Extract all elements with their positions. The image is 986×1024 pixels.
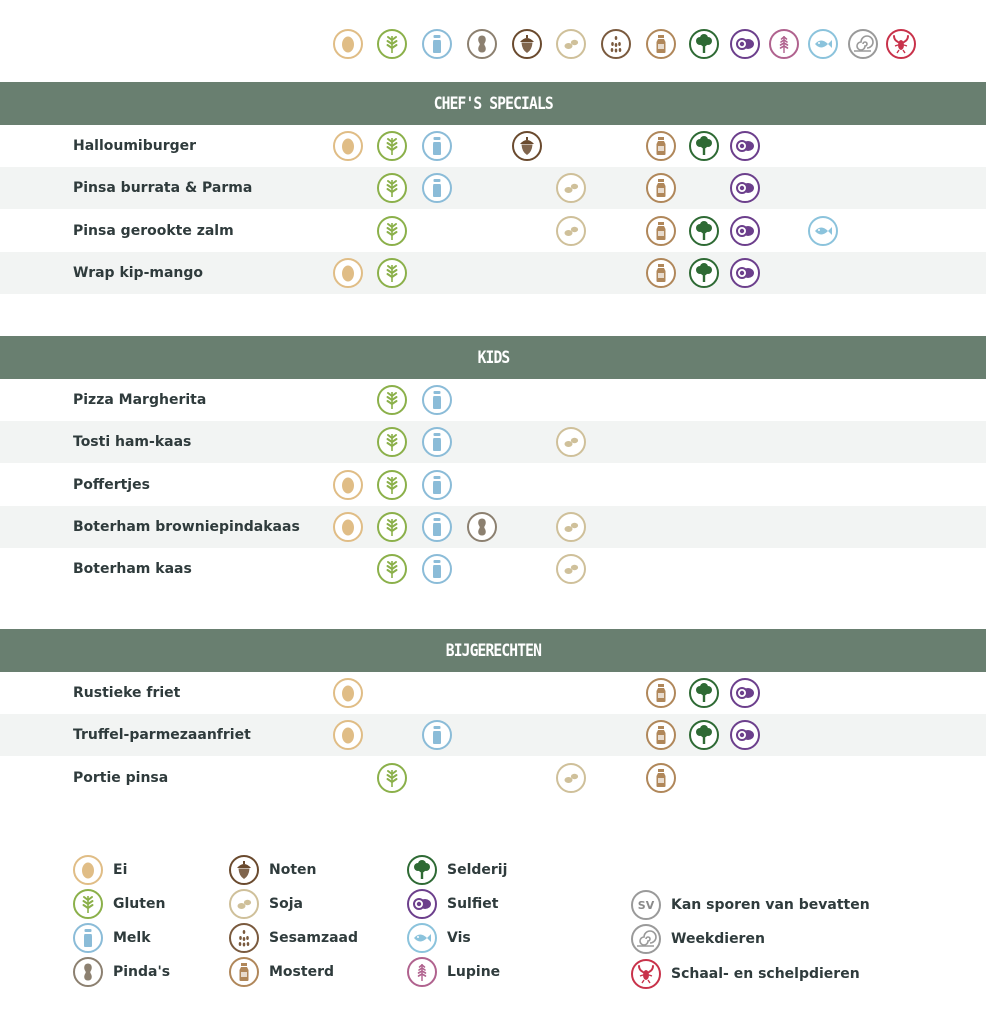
- sulfite-icon: [730, 131, 760, 161]
- menu-item-row: [0, 125, 986, 167]
- egg-icon: [333, 678, 363, 708]
- fish-icon: [808, 29, 838, 59]
- legend-label: Selderij: [447, 862, 508, 878]
- menu-item-name: Poffertjes: [73, 477, 150, 493]
- acorn-icon: [512, 131, 542, 161]
- mustard-jar-icon: [646, 131, 676, 161]
- mustard-jar-icon: [646, 763, 676, 793]
- legend-label: Weekdieren: [671, 931, 765, 947]
- mustard-jar-icon: [229, 957, 259, 987]
- soy-bean-icon: [556, 554, 586, 584]
- menu-item-row: [0, 506, 986, 548]
- legend-label: Sesamzaad: [269, 930, 359, 946]
- lupine-icon: [769, 29, 799, 59]
- menu-item-row: [0, 464, 986, 506]
- menu-item-row: [0, 714, 986, 756]
- fish-icon: [808, 216, 838, 246]
- menu-item-name: Rustieke friet: [73, 685, 181, 701]
- legend-label: Lupine: [447, 964, 501, 980]
- sulfite-icon: [730, 720, 760, 750]
- section-header: [0, 336, 986, 379]
- menu-item-name: Portie pinsa: [73, 770, 169, 786]
- menu-item-name: Halloumiburger: [73, 138, 197, 154]
- milk-bottle-icon: [422, 131, 452, 161]
- acorn-icon: [512, 29, 542, 59]
- soy-bean-icon: [229, 889, 259, 919]
- lupine-icon: [407, 957, 437, 987]
- menu-item-name: Pizza Margherita: [73, 392, 207, 408]
- menu-item-name: Tosti ham-kaas: [73, 434, 192, 450]
- fish-icon: [407, 923, 437, 953]
- celery-icon: [689, 720, 719, 750]
- egg-icon: [333, 131, 363, 161]
- sulfite-icon: [730, 173, 760, 203]
- peanut-icon: [467, 29, 497, 59]
- legend-label: Ei: [113, 862, 128, 878]
- milk-bottle-icon: [73, 923, 103, 953]
- lobster-icon: [886, 29, 916, 59]
- celery-icon: [407, 855, 437, 885]
- milk-bottle-icon: [422, 554, 452, 584]
- menu-item-name: Pinsa burrata & Parma: [73, 180, 253, 196]
- milk-bottle-icon: [422, 512, 452, 542]
- milk-bottle-icon: [422, 173, 452, 203]
- legend-label: Mosterd: [269, 964, 334, 980]
- egg-icon: [333, 258, 363, 288]
- section-header: [0, 629, 986, 672]
- section-title: KIDS: [477, 347, 509, 368]
- wheat-icon: [377, 427, 407, 457]
- menu-item-name: Boterham browniepindakaas: [73, 519, 300, 535]
- legend-label: Vis: [447, 930, 471, 946]
- wheat-icon: [377, 512, 407, 542]
- menu-item-row: [0, 167, 986, 209]
- peanut-icon: [73, 957, 103, 987]
- menu-item-row: [0, 672, 986, 714]
- wheat-icon: [377, 216, 407, 246]
- mustard-jar-icon: [646, 678, 676, 708]
- legend-label: Melk: [113, 930, 151, 946]
- sulfite-icon: [730, 678, 760, 708]
- mustard-jar-icon: [646, 258, 676, 288]
- wheat-icon: [377, 131, 407, 161]
- egg-icon: [333, 29, 363, 59]
- menu-item-row: [0, 757, 986, 799]
- legend-label: Sulfiet: [447, 896, 499, 912]
- soy-bean-icon: [556, 216, 586, 246]
- menu-item-name: Truffel-parmezaanfriet: [73, 727, 251, 743]
- sesame-seed-icon: [601, 29, 631, 59]
- celery-icon: [689, 678, 719, 708]
- mustard-jar-icon: [646, 173, 676, 203]
- sulfite-icon: [730, 216, 760, 246]
- snail-icon: [848, 29, 878, 59]
- menu-item-row: [0, 548, 986, 590]
- celery-icon: [689, 131, 719, 161]
- sulfite-icon: [407, 889, 437, 919]
- traces-badge-icon: SV: [631, 890, 661, 920]
- celery-icon: [689, 258, 719, 288]
- sulfite-icon: [730, 258, 760, 288]
- menu-item-name: Pinsa gerookte zalm: [73, 223, 234, 239]
- wheat-icon: [377, 385, 407, 415]
- egg-icon: [333, 512, 363, 542]
- celery-icon: [689, 29, 719, 59]
- menu-item-row: [0, 421, 986, 463]
- egg-icon: [333, 720, 363, 750]
- wheat-icon: [377, 763, 407, 793]
- snail-icon: [631, 924, 661, 954]
- legend-label: Kan sporen van bevatten: [671, 897, 870, 913]
- milk-bottle-icon: [422, 720, 452, 750]
- mustard-jar-icon: [646, 720, 676, 750]
- legend-label: Schaal- en schelpdieren: [671, 966, 860, 982]
- milk-bottle-icon: [422, 385, 452, 415]
- soy-bean-icon: [556, 512, 586, 542]
- celery-icon: [689, 216, 719, 246]
- legend-label: Noten: [269, 862, 317, 878]
- menu-item-name: Boterham kaas: [73, 561, 192, 577]
- wheat-icon: [377, 173, 407, 203]
- wheat-icon: [377, 470, 407, 500]
- menu-item-row: [0, 379, 986, 421]
- egg-icon: [73, 855, 103, 885]
- soy-bean-icon: [556, 29, 586, 59]
- soy-bean-icon: [556, 173, 586, 203]
- mustard-jar-icon: [646, 216, 676, 246]
- milk-bottle-icon: [422, 470, 452, 500]
- legend-label: Soja: [269, 896, 303, 912]
- soy-bean-icon: [556, 763, 586, 793]
- menu-item-row: [0, 210, 986, 252]
- section-title: BIJGERECHTEN: [445, 640, 541, 661]
- egg-icon: [333, 470, 363, 500]
- section-header: [0, 82, 986, 125]
- lobster-icon: [631, 959, 661, 989]
- legend-label: Pinda's: [113, 964, 171, 980]
- sesame-seed-icon: [229, 923, 259, 953]
- milk-bottle-icon: [422, 427, 452, 457]
- wheat-icon: [377, 554, 407, 584]
- section-title: CHEF'S SPECIALS: [433, 93, 553, 114]
- peanut-icon: [467, 512, 497, 542]
- mustard-jar-icon: [646, 29, 676, 59]
- milk-bottle-icon: [422, 29, 452, 59]
- soy-bean-icon: [556, 427, 586, 457]
- acorn-icon: [229, 855, 259, 885]
- wheat-icon: [377, 29, 407, 59]
- legend-label: Gluten: [113, 896, 166, 912]
- wheat-icon: [73, 889, 103, 919]
- menu-item-row: [0, 252, 986, 294]
- wheat-icon: [377, 258, 407, 288]
- sulfite-icon: [730, 29, 760, 59]
- menu-item-name: Wrap kip-mango: [73, 265, 204, 281]
